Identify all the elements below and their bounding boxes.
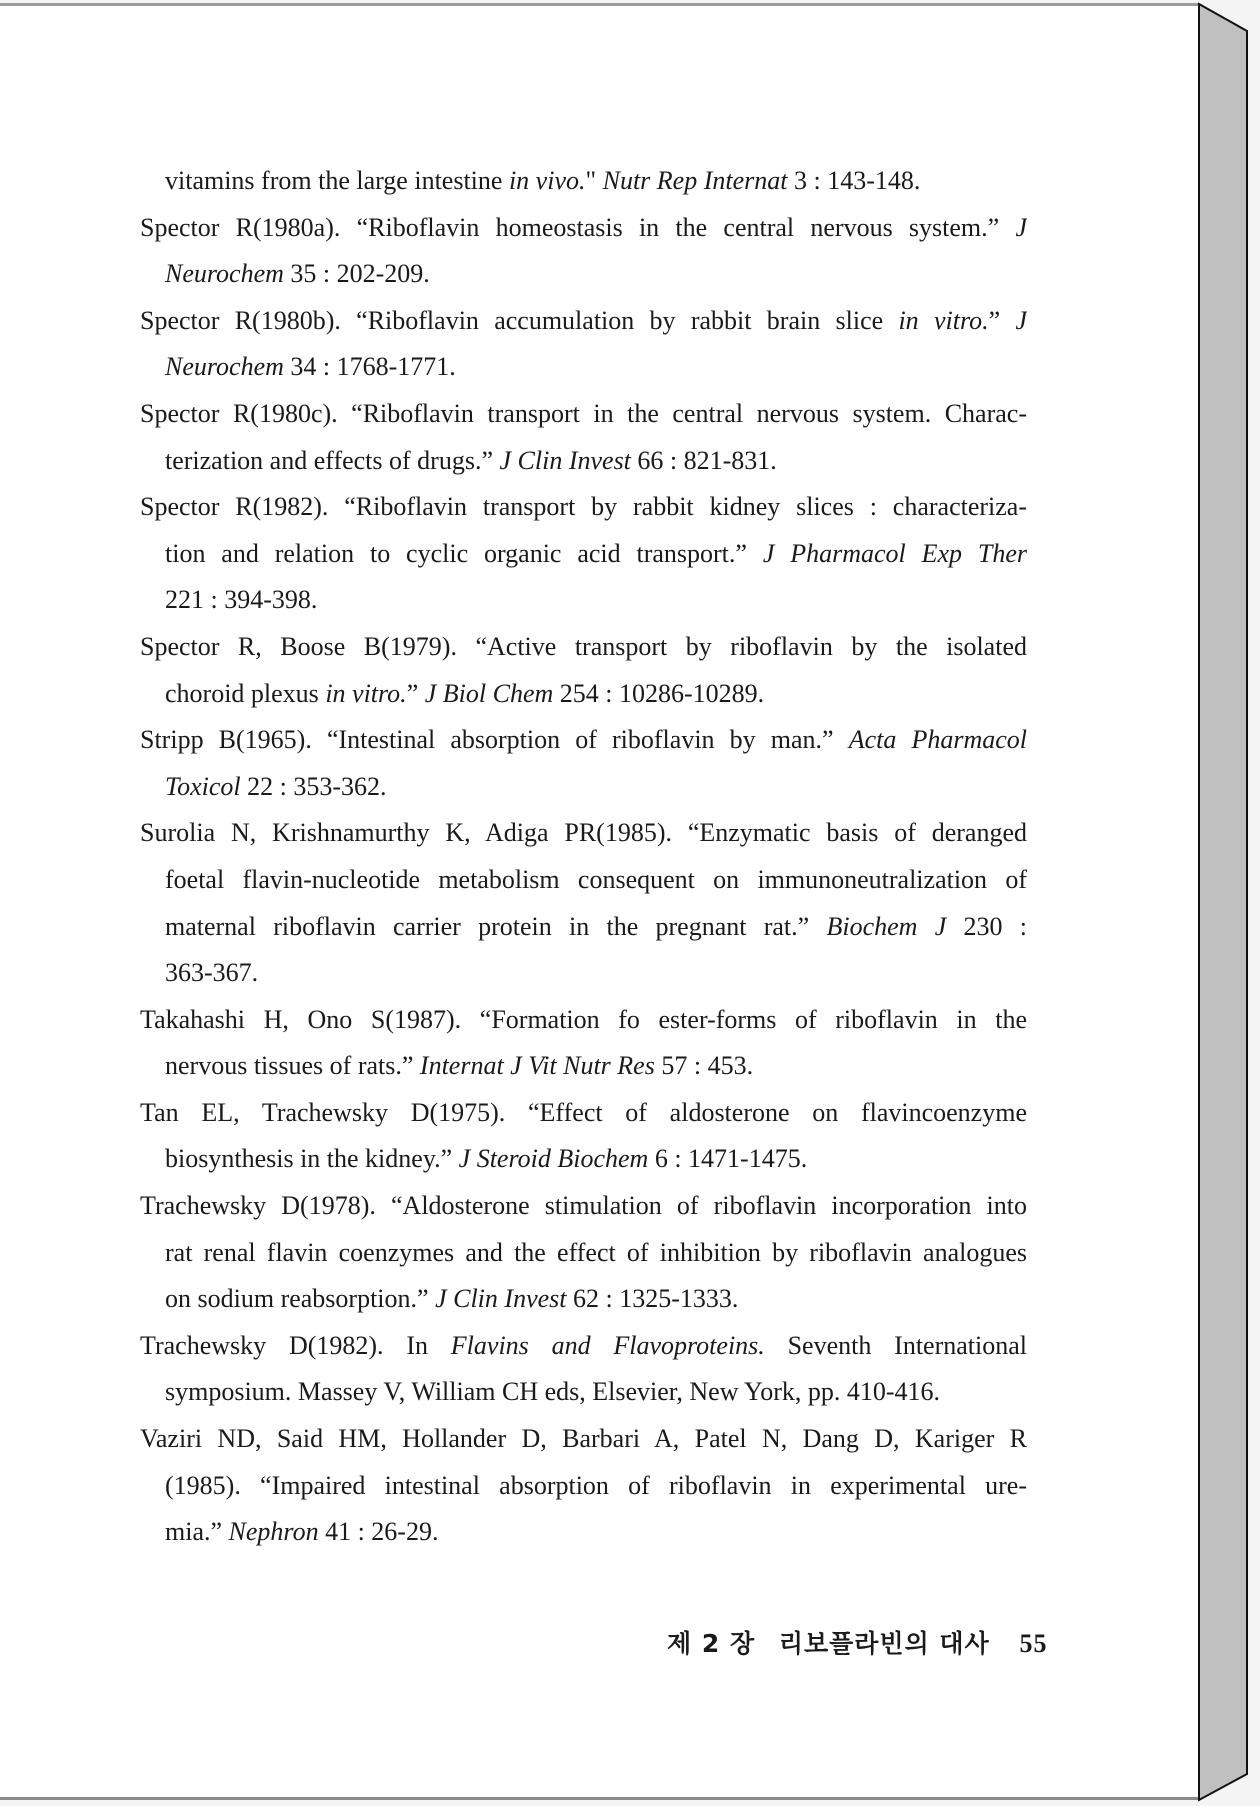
reference-text: Seventh International <box>764 1330 1027 1360</box>
journal-title: J Pharmacol Exp Ther <box>762 538 1027 568</box>
reference-text: terization and effects of drugs.” <box>165 445 500 475</box>
journal-title: Biochem J <box>826 911 947 941</box>
reference-text: Vaziri ND, Said HM, Hollander D, Barbari A, Patel N, Dang D, Kariger R <box>140 1424 1027 1454</box>
reference-text: choroid plexus <box>165 678 326 708</box>
reference-text: foetal flavin-nucleotide metabolism consequent on immunoneutralization of <box>165 864 1027 894</box>
reference-text: Tan EL, Trachewsky D(1975). “Effect of aldosterone on flavincoenzyme <box>140 1097 1027 1127</box>
reference-text: 230 : <box>946 911 1027 941</box>
page-number: 55 <box>1019 1629 1048 1658</box>
reference-text: Spector R(1980a). “Riboflavin homeostasis in the central nervous system.” <box>140 212 1016 242</box>
journal-title: Internat J Vit Nutr Res <box>419 1051 655 1081</box>
journal-title: Nephron <box>228 1517 319 1547</box>
reference-text: 34 : 1768-1771. <box>283 352 456 382</box>
reference-text: vitamins from the large intestine <box>165 166 509 195</box>
journal-title: J <box>1015 305 1027 335</box>
reference-text: Spector R, Boose B(1979). “Active transport by riboflavin by the isolated <box>140 631 1027 661</box>
chapter-label: 제 2 장 <box>667 1629 756 1658</box>
reference-text: Spector R(1982). “Riboflavin transport by rabbit kidney slices : characteriza- <box>140 492 1027 522</box>
reference-text: 254 : 10286-10289. <box>553 678 765 708</box>
reference-text: mia.” <box>165 1517 229 1547</box>
reference-text: ” <box>988 305 1016 335</box>
reference-text: 62 : 1325-1333. <box>566 1284 739 1314</box>
reference-text: Takahashi H, Ono S(1987). “Formation fo ester-forms of riboflavin in the <box>140 1004 1027 1034</box>
journal-title: J Steroid Biochem <box>458 1144 649 1174</box>
reference-text: 6 : 1471-1475. <box>648 1144 808 1174</box>
journal-title: J Biol Chem <box>424 678 554 708</box>
reference-text: 363-367. <box>165 958 259 988</box>
reference-text: 22 : 353-362. <box>240 771 387 801</box>
journal-title: Nutr Rep Internat <box>602 166 788 195</box>
reference-text: 41 : 26-29. <box>318 1517 439 1547</box>
reference-text: Surolia N, Krishnamurthy K, Adiga PR(1985). “Enzymatic basis of deranged <box>140 818 1027 848</box>
reference-text: Trachewsky D(1982). In <box>140 1330 451 1360</box>
journal-title: in vitro. <box>325 678 407 708</box>
reference-text: ” <box>406 678 425 708</box>
journal-title: Toxicol <box>165 771 241 801</box>
reference-text: rat renal flavin coenzymes and the effect of inhibition by riboflavin analogues <box>165 1237 1027 1267</box>
reference-text: Stripp B(1965). “Intestinal absorption of riboflavin by man.” <box>140 725 849 755</box>
reference-text: maternal riboflavin carrier protein in the pregnant rat.” <box>165 911 827 941</box>
journal-title: J <box>1015 212 1027 242</box>
reference-text: 3 : 143-148. <box>787 166 921 195</box>
chapter-title: 리보플라빈의 대사 <box>778 1629 990 1658</box>
reference-text: Spector R(1980c). “Riboflavin transport in the central nervous system. Charac- <box>140 398 1027 428</box>
reference-text: 221 : 394-398. <box>165 585 318 615</box>
reference-text: 57 : 453. <box>654 1051 754 1081</box>
reference-text: tion and relation to cyclic organic acid transport.” <box>165 538 763 568</box>
reference-text: 35 : 202-209. <box>283 259 430 289</box>
reference-text: " <box>585 166 603 195</box>
journal-title: J Clin Invest <box>499 445 631 475</box>
reference-text: nervous tissues of rats.” <box>165 1051 420 1081</box>
reference-text: 66 : 821-831. <box>630 445 777 475</box>
reference-text: symposium. Massey V, William CH eds, Elsevier, New York, pp. 410-416. <box>165 1377 941 1407</box>
reference-text: (1985). “Impaired intestinal absorption of riboflavin in experimental ure- <box>165 1470 1027 1500</box>
journal-title: Acta Pharmacol <box>848 725 1027 755</box>
journal-title: Neurochem <box>165 352 284 382</box>
reference-text: on sodium reabsorption.” <box>165 1284 436 1314</box>
reference-text: biosynthesis in the kidney.” <box>165 1144 459 1174</box>
journal-title: Flavins and Flavoproteins. <box>450 1330 765 1360</box>
journal-title: in vitro. <box>898 305 989 335</box>
reference-text: Trachewsky D(1978). “Aldosterone stimulation of riboflavin incorporation into <box>140 1191 1027 1221</box>
reference-text: Spector R(1980b). “Riboflavin accumulation by rabbit brain slice <box>140 305 899 335</box>
journal-title: Neurochem <box>165 259 284 289</box>
journal-title: J Clin Invest <box>435 1284 567 1314</box>
journal-title: in vivo. <box>508 166 586 195</box>
